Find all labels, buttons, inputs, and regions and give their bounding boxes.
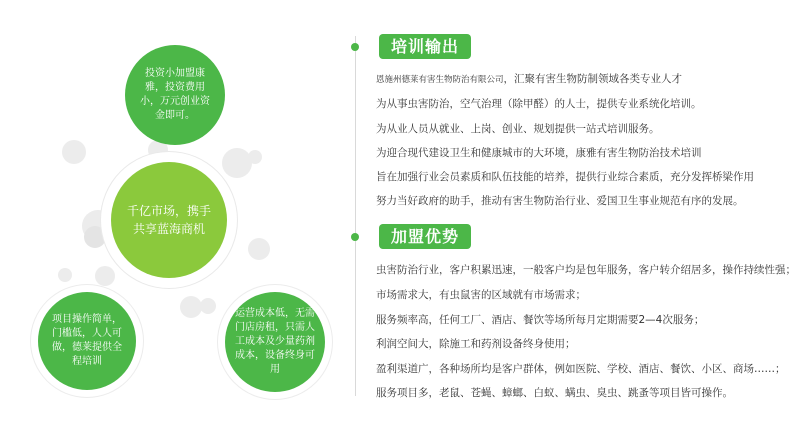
feature-circle-low-cost xyxy=(225,292,325,392)
decorative-bubble xyxy=(200,298,216,314)
decorative-bubble xyxy=(95,266,115,286)
timeline-dot xyxy=(351,233,359,241)
advantage-line: 虫害防治行业，客户积累迅速，一般客户均是包年服务，客户转介绍居多，操作持续性强； xyxy=(376,264,796,276)
training-line: 旨在加强行业会员素质和队伍技能的培养，提供行业综合素质，充分发挥桥梁作用 xyxy=(376,171,754,183)
section-title-training: 培训输出 xyxy=(379,34,471,59)
section-title-advantages: 加盟优势 xyxy=(379,224,471,249)
advantage-line: 服务频率高，任何工厂、酒店、餐饮等场所每月定期需要2—4次服务； xyxy=(376,314,705,326)
decorative-bubble xyxy=(222,148,252,178)
training-line: 为从业人员从就业、上岗、创业、规划提供一站式培训服务。 xyxy=(376,123,660,135)
decorative-bubble xyxy=(180,296,202,318)
decorative-bubble xyxy=(62,140,86,164)
company-name: 恩施州德莱有害生物防治有限公司 xyxy=(376,75,504,85)
training-line-text: ，汇聚有害生物防制领域各类专业人才 xyxy=(503,73,683,85)
advantage-line: 利润空间大，除施工和药剂设备终身使用； xyxy=(376,338,576,350)
training-line: 为从事虫害防治，空气治理（除甲醛）的人士，提供专业系统化培训。 xyxy=(376,98,702,110)
timeline-line xyxy=(355,36,356,396)
feature-circle-simple-operation xyxy=(38,292,136,390)
feature-circle-text: 项目操作简单，门槛低，人人可做，德莱提供全程培训 xyxy=(52,314,122,367)
feature-circle-text: 运营成本低，无需门店房租，只需人工成本及少量药剂成本，设备终身可用 xyxy=(235,308,315,375)
decorative-bubble xyxy=(84,226,106,248)
training-line: 努力当好政府的助手，推动有害生物防治行业、爱国卫生事业规范有序的发展。 xyxy=(376,195,744,207)
training-line: 为迎合现代建设卫生和健康城市的大环境，康雅有害生物防治技术培训 xyxy=(376,147,702,159)
training-line xyxy=(376,71,682,86)
decorative-bubble xyxy=(248,150,262,164)
advantage-line: 盈利渠道广，各种场所均是客户群体，例如医院、学校、酒店、餐饮、小区、商场……； xyxy=(376,363,786,375)
decorative-bubble xyxy=(58,268,72,282)
feature-circle-low-investment xyxy=(125,45,225,145)
feature-circle-market xyxy=(111,162,227,278)
feature-circle-text: 投资小加盟康雅，投资费用小，万元创业资金即可。 xyxy=(140,68,210,121)
timeline-dot xyxy=(351,43,359,51)
feature-circle-text: 千亿市场，携手共享蓝海商机 xyxy=(127,204,212,236)
advantage-line: 市场需求大，有虫鼠害的区域就有市场需求； xyxy=(376,289,586,301)
decorative-bubble xyxy=(248,238,270,260)
advantage-line: 服务项目多，老鼠、苍蝇、蟑螂、白蚁、螨虫、臭虫、跳蚤等项目皆可操作。 xyxy=(376,387,733,399)
